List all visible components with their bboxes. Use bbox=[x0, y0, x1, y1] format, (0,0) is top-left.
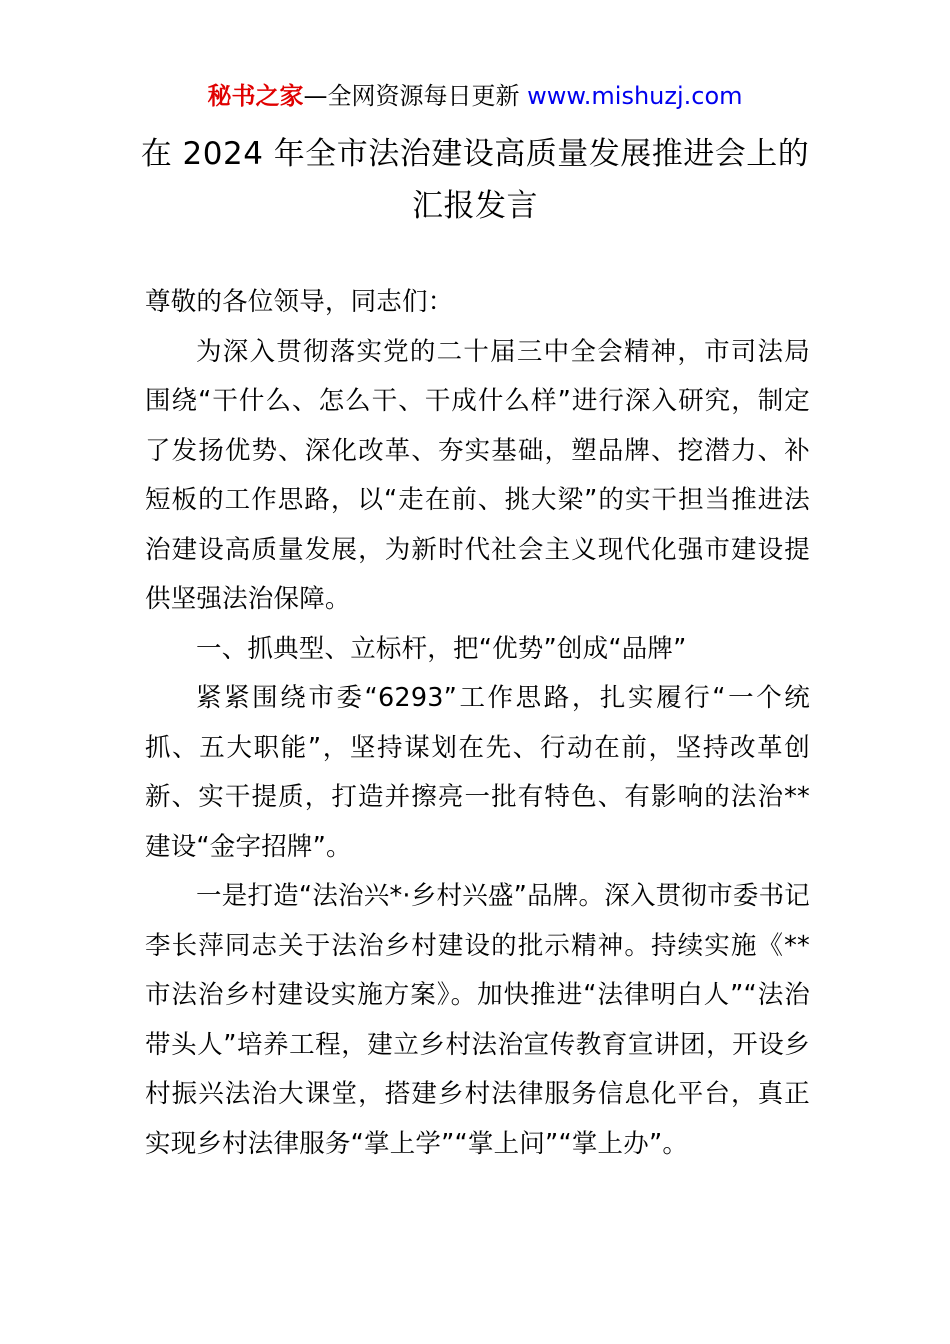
site-brand: 秘书之家 bbox=[207, 82, 304, 110]
paragraph-section-intro: 紧紧围绕市委“6293”工作思路，扎实履行“一个统抓、五大职能”，坚持谋划在先、行动在前，坚持改革创新、实干提质，打造并擦亮一批有特色、有影响的法治**建设“金字招牌”。 bbox=[145, 683, 810, 862]
document-title-line-2: 汇报发言 bbox=[412, 188, 538, 224]
site-header bbox=[0, 80, 950, 112]
document-title-line-1: 在 2024 年全市法治建设高质量发展推进会上的 bbox=[140, 136, 810, 172]
document-body bbox=[145, 278, 810, 1169]
paragraph-intro: 为深入贯彻落实党的二十届三中全会精神，市司法局围绕“干什么、怎么干、干成什么样”进行深入研究，制定了发扬优势、深化改革、夯实基础，塑品牌、挖潜力、补短板的工作思路，以“走在前、挑大梁”的实干担当推进法治建设高质量发展，为新时代社会主义现代化强市建设提供坚强法治保障。 bbox=[145, 336, 810, 614]
salutation: 尊敬的各位领导，同志们： bbox=[145, 287, 454, 317]
site-tagline: —全网资源每日更新 bbox=[303, 82, 520, 110]
site-url-link[interactable]: www.mishuzj.com bbox=[527, 82, 743, 110]
section-heading: 一、抓典型、立标杆，把“优势”创成“品牌” bbox=[196, 633, 687, 664]
document-title bbox=[0, 128, 950, 232]
paragraph-item-one: 一是打造“法治兴*·乡村兴盛”品牌。深入贯彻市委书记李长萍同志关于法治乡村建设的批示精神。持续实施《**市法治乡村建设实施方案》。加快推进“法律明白人”“法治带头人”培养工程，建立乡村法治宣传教育宣讲团，开设乡村振兴法治大课堂，搭建乡村法律服务信息化平台，真正实现乡村法律服务“掌上学”“掌上问”“掌上办”。 bbox=[145, 881, 810, 1159]
